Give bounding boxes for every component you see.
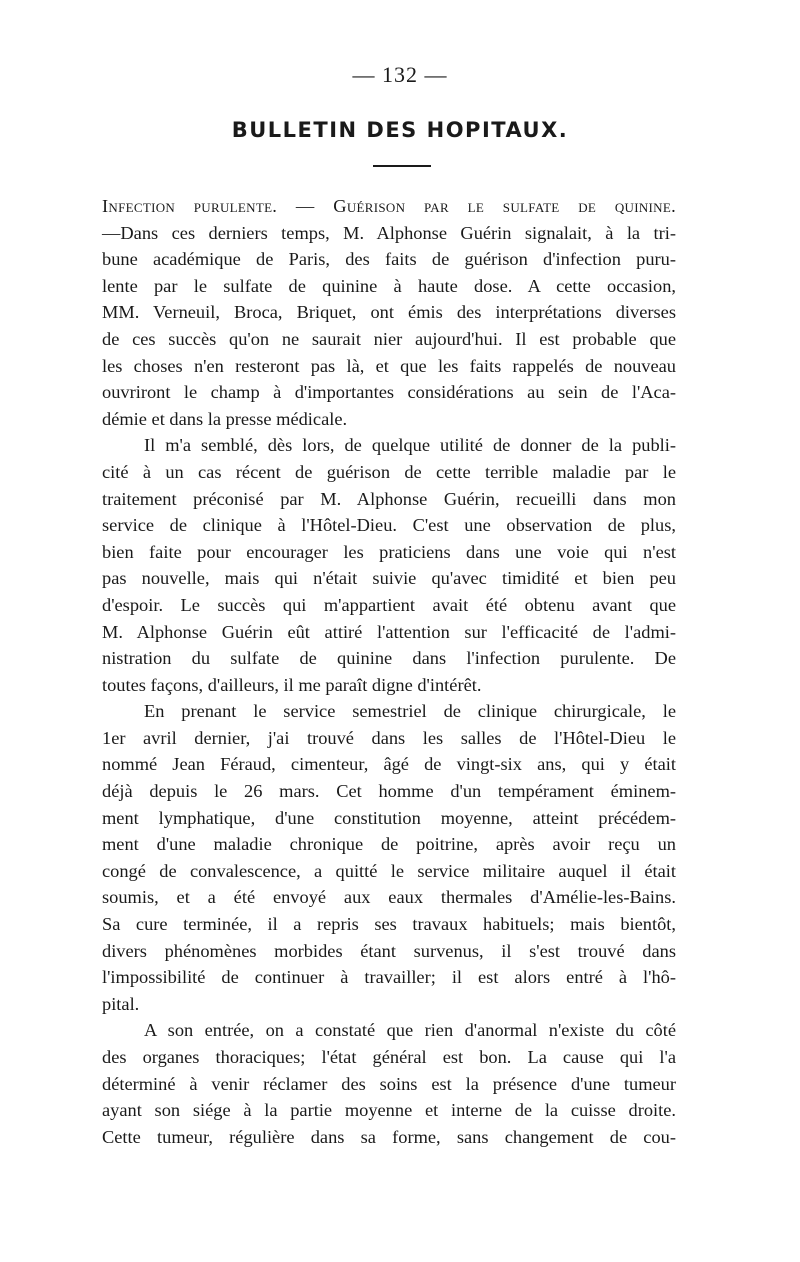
text-line: déterminé à venir réclamer des soins est la présence d'une tumeur (102, 1073, 676, 1094)
text-line: 1er avril dernier, j'ai trouvé dans les salles de l'Hôtel-Dieu le (102, 727, 676, 748)
text-line: déjà depuis le 26 mars. Cet homme d'un tempérament éminem- (102, 781, 676, 802)
journal-title: BULLETIN DES HOPITAUX. (231, 118, 569, 142)
text-line: pas nouvelle, mais qui n'était suivie qu'avec timidité et bien peu (102, 568, 676, 589)
text-line: nommé Jean Féraud, cimenteur, âgé de vingt-six ans, qui y était (102, 754, 676, 775)
text-line: nistration du sulfate de quinine dans l'infection purulente. De (102, 648, 676, 669)
text-line: ment d'une maladie chronique de poitrine, après avoir reçu un (102, 834, 676, 855)
text-line: ouvriront le champ à d'importantes considérations au sein de l'Aca- (102, 382, 676, 403)
text-line: A son entrée, on a constaté que rien d'anormal n'existe du côté (144, 1020, 676, 1041)
text-line: —Dans ces derniers temps, M. Alphonse Guérin signalait, à la tri- (102, 222, 676, 243)
text-line: MM. Verneuil, Broca, Briquet, ont émis des interprétations diverses (102, 302, 676, 323)
text-line: Cette tumeur, régulière dans sa forme, sans changement de cou- (102, 1126, 676, 1147)
title-divider (373, 165, 431, 167)
text-line: lente par le sulfate de quinine à haute dose. A cette occasion, (102, 275, 676, 296)
text-line: des organes thoraciques; l'état général est bon. La cause qui l'a (102, 1047, 676, 1067)
text-line: service de clinique à l'Hôtel-Dieu. C'est une observation de plus, (102, 515, 676, 536)
text-line: ment lymphatique, d'une constitution moyenne, atteint précédem- (102, 807, 676, 828)
text-line: l'impossibilité de continuer à travailler; il est alors entré à l'hô- (102, 967, 676, 988)
text-line: bune académique de Paris, des faits de guérison d'infection puru- (102, 249, 676, 270)
text-line: de ces succès qu'on ne saurait nier aujourd'hui. Il est probable que (102, 328, 676, 349)
text-line: ayant son siége à la partie moyenne et interne de la cuisse droite. (102, 1100, 676, 1121)
text-line: d'espoir. Le succès qui m'appartient avait été obtenu avant que (102, 594, 676, 615)
text-line: Il m'a semblé, dès lors, de quelque utilité de donner de la publi- (144, 435, 676, 456)
text-line: bien faite pour encourager les praticiens dans une voie qui n'est (102, 541, 676, 562)
text-line: pital. (102, 993, 140, 1014)
text-line: congé de convalescence, a quitté le service militaire auquel il était (102, 860, 676, 881)
text-line: divers phénomènes morbides étant survenus, il s'est trouvé dans (102, 940, 676, 961)
text-line: toutes façons, d'ailleurs, il me paraît digne d'intérêt. (102, 674, 482, 695)
text-line: En prenant le service semestriel de clinique chirurgicale, le (144, 701, 676, 722)
page-number: — 132 — (352, 62, 448, 87)
article-body (102, 193, 676, 1150)
article-heading: Infection purulente. — Guérison par le sulfate de quinine. (102, 196, 676, 216)
text-line: Sa cure terminée, il a repris ses travaux habituels; mais bientôt, (102, 914, 676, 935)
text-line: cité à un cas récent de guérison de cette terrible maladie par le (102, 461, 676, 482)
text-line: M. Alphonse Guérin eût attiré l'attention sur l'efficacité de l'admi- (102, 621, 676, 642)
text-line: les choses n'en resteront pas là, et que les faits rappelés de nouveau (102, 355, 676, 376)
text-line: soumis, et a été envoyé aux eaux thermales d'Amélie-les-Bains. (102, 887, 676, 908)
text-line: démie et dans la presse médicale. (102, 408, 348, 429)
text-line: traitement préconisé par M. Alphonse Guérin, recueilli dans mon (102, 488, 676, 509)
